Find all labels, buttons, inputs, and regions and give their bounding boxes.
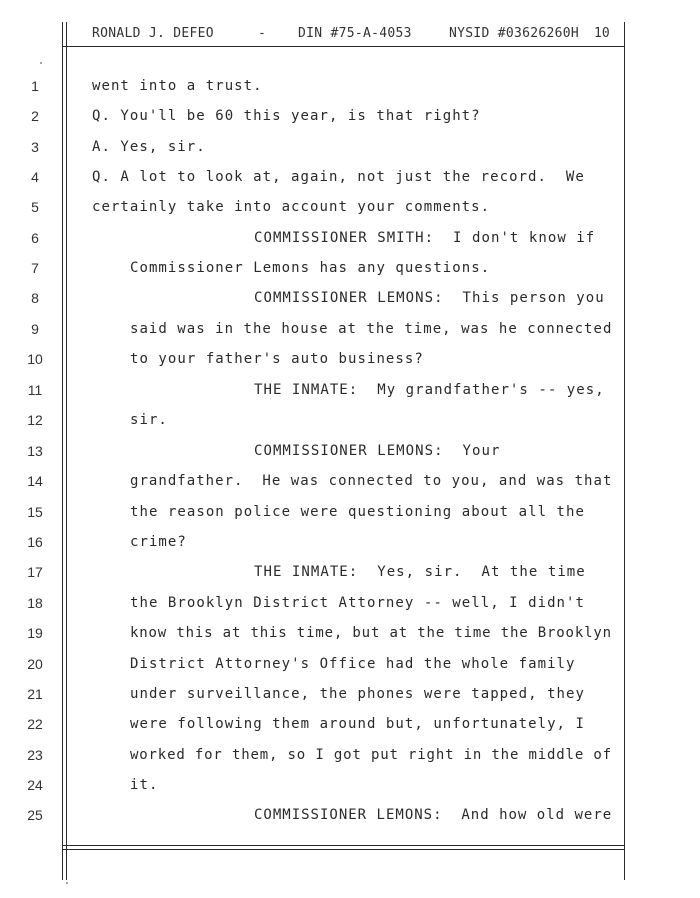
line-text: know this at this time, but at the time the Brooklyn	[130, 625, 612, 641]
right-margin-rule	[624, 22, 625, 880]
line-text: certainly take into account your comments.	[92, 199, 491, 215]
left-margin-rule-outer	[62, 22, 63, 880]
line-text: Q. A lot to look at, again, not just the record. We	[92, 169, 585, 185]
line-text: COMMISSIONER LEMONS: And how old were	[254, 807, 613, 823]
line-text: COMMISSIONER SMITH: I don't know if	[254, 230, 596, 246]
line-text: District Attorney's Office had the whole family	[130, 656, 576, 672]
line-text: said was in the house at the time, was he connected	[130, 321, 613, 337]
line-number: 15	[27, 504, 43, 520]
line-number: 11	[27, 382, 43, 398]
line-number: 10	[27, 351, 43, 367]
left-margin-rule-inner	[66, 22, 67, 880]
line-number: 2	[31, 108, 39, 124]
scan-speck	[40, 62, 42, 64]
header-rule	[62, 46, 625, 47]
line-number: 14	[27, 473, 43, 489]
line-number: 6	[31, 230, 39, 246]
line-number: 4	[31, 169, 39, 185]
line-text: COMMISSIONER LEMONS: This person you	[254, 290, 605, 306]
line-text: Commissioner Lemons has any questions.	[130, 260, 491, 276]
line-number: 22	[27, 716, 43, 732]
line-text: were following them around but, unfortunately, I	[130, 716, 585, 732]
line-text: worked for them, so I got put right in the middle of	[130, 747, 612, 763]
line-number: 7	[31, 260, 39, 276]
line-text: COMMISSIONER LEMONS: Your	[254, 443, 501, 459]
line-text: the Brooklyn District Attorney -- well, I didn't	[130, 595, 585, 611]
line-text: sir.	[130, 412, 168, 428]
line-text: went into a trust.	[92, 78, 263, 94]
line-number: 20	[27, 656, 43, 672]
line-number: 16	[27, 534, 43, 550]
footer-rule-lower	[62, 849, 625, 850]
scan-speck	[66, 882, 68, 884]
line-text: A. Yes, sir.	[92, 139, 206, 155]
line-text: under surveillance, the phones were tapped, they	[130, 686, 585, 702]
header-inmate-name: RONALD J. DEFEO	[92, 26, 214, 41]
line-text: to your father's auto business?	[130, 351, 424, 367]
line-number: 8	[31, 290, 39, 306]
line-text: Q. You'll be 60 this year, is that right?	[92, 108, 481, 124]
line-number: 9	[31, 321, 39, 337]
footer-rule-upper	[62, 845, 625, 846]
line-number: 13	[27, 443, 43, 459]
line-number: 3	[31, 139, 39, 155]
line-number: 1	[31, 78, 39, 94]
line-number: 25	[27, 807, 43, 823]
line-number: 17	[27, 564, 43, 580]
line-number: 19	[27, 625, 43, 641]
line-number: 12	[27, 412, 43, 428]
line-text: THE INMATE: Yes, sir. At the time	[254, 564, 586, 580]
line-number: 23	[27, 747, 43, 763]
line-text: the reason police were questioning about all the	[130, 504, 585, 520]
line-number: 24	[27, 777, 43, 793]
line-number: 5	[31, 199, 39, 215]
line-text: grandfather. He was connected to you, and was that	[130, 473, 613, 489]
line-text: THE INMATE: My grandfather's -- yes,	[254, 382, 605, 398]
page-number: 10	[594, 26, 610, 41]
line-text: it.	[130, 777, 159, 793]
line-text: crime?	[130, 534, 187, 550]
line-number: 18	[27, 595, 43, 611]
page-header	[92, 26, 618, 44]
header-din: DIN #75-A-4053	[298, 26, 412, 41]
header-separator: -	[258, 26, 267, 41]
line-number: 21	[27, 686, 43, 702]
header-nysid: NYSID #03626260H	[449, 26, 580, 41]
